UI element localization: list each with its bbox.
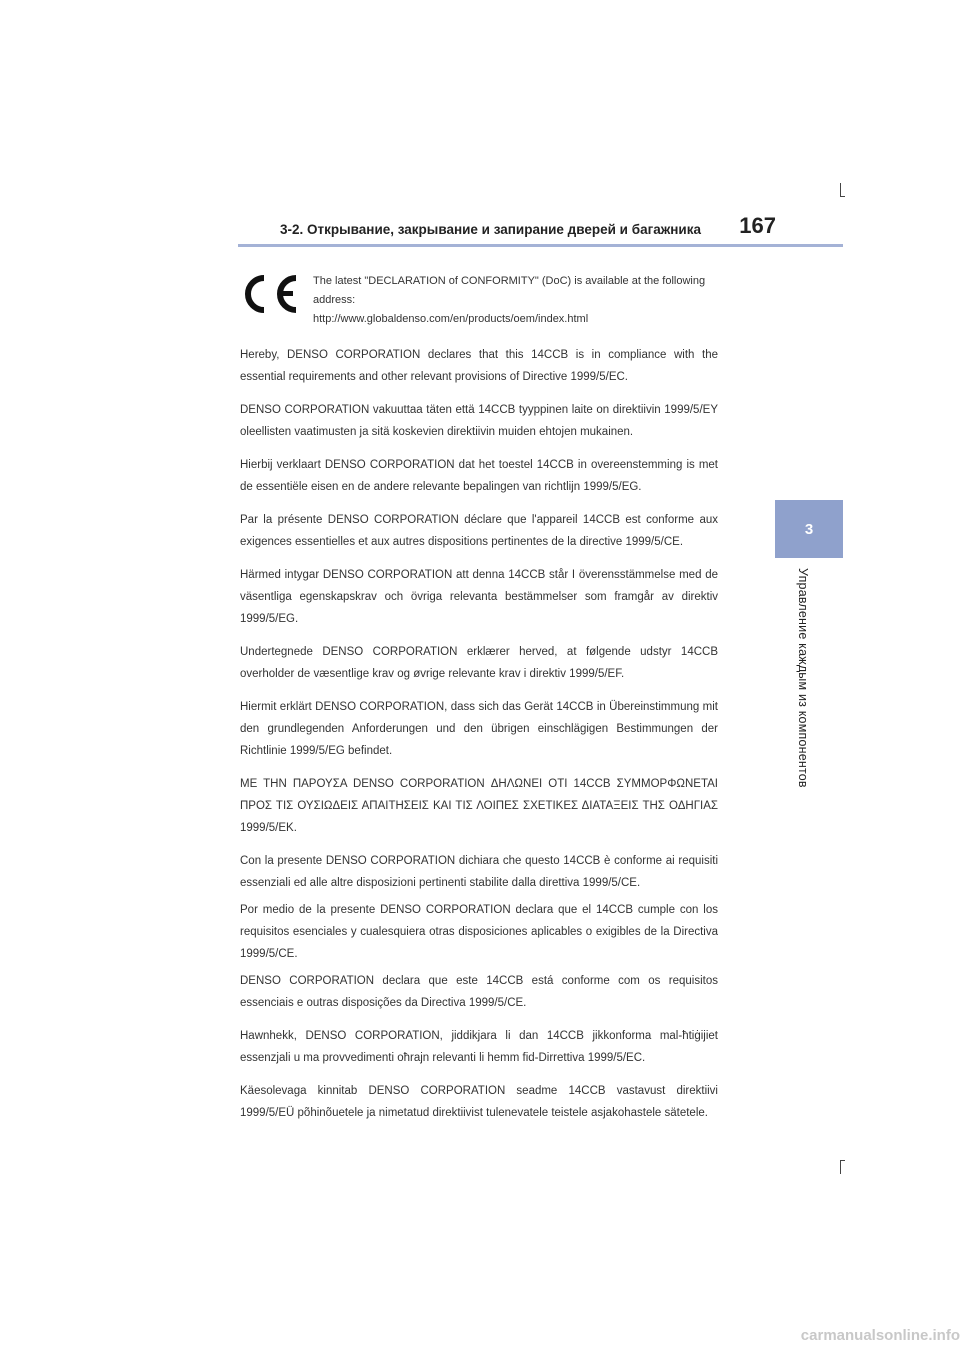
chapter-tab [775, 500, 843, 558]
declaration-paragraph-nl: Hierbij verklaart DENSO CORPORATION dat het toestel 14CCB in overeenstemming is met de essentiële eisen en de andere relevante bepalingen van richtlijn 1999/5/EG. [240, 459, 718, 493]
declarations-body [240, 344, 718, 1135]
section-header-title: 3-2. Открывание, закрывание и запирание дверей и багажника [280, 222, 701, 237]
crop-mark-top-foot [840, 196, 845, 197]
chapter-number: 3 [804, 520, 814, 538]
crop-mark-bottom [840, 1160, 841, 1174]
declaration-paragraph-sv: Härmed intygar DENSO CORPORATION att denna 14CCB står I överensstämmelse med de väsentliga egenskapskrav och övriga relevanta bestämmelser som framgår av direktiv 1999/5/EG. [240, 569, 718, 625]
ce-mark-icon [238, 272, 300, 316]
declaration-paragraph-el: ΜΕ ΤΗΝ ΠΑΡΟΥΣΑ DENSO CORPORATION ΔΗΛΩΝΕΙ ΟΤΙ 14CCB ΣΥΜΜΟΡΦΩΝΕΤΑΙ ΠΡΟΣ ΤΙΣ ΟΥΣΙΩΔΕΙΣ ΑΠΑΙΤΗΣΕΙΣ ΚΑΙ ΤΙΣ ΛΟΙΠΕΣ ΣΧΕΤΙΚΕΣ ΔΙΑΤΑΞΕΙΣ ΤΗΣ ΟΔΗΓΙΑΣ 1999/5/ΕΚ. [240, 778, 718, 834]
ce-notice-line: The latest "DECLARATION of CONFORMITY" (DoC) is available at the following [313, 275, 706, 287]
declaration-paragraph-it: Con la presente DENSO CORPORATION dichiara che questo 14CCB è conforme ai requisiti essenziali ed alle altre disposizioni pertinenti stabilite dalla direttiva 1999/5/CE. [240, 855, 718, 889]
ce-notice [313, 272, 723, 329]
ce-notice-url: http://www.globaldenso.com/en/products/oem/index.html [313, 313, 589, 325]
declaration-paragraph-et: Käesolevaga kinnitab DENSO CORPORATION seadme 14CCB vastavust direktiivi 1999/5/EÜ põhinõuetele ja nimetatud direktiivist tulenevatele teistele asjakohastele sätetele. [240, 1085, 718, 1119]
header-divider [238, 244, 843, 247]
declaration-paragraph-mt: Hawnhekk, DENSO CORPORATION, jiddikjara li dan 14CCB jikkonforma mal-ħtiġijiet essenzjali u ma provvedimenti oħrajn relevanti li hemm fid-Dirrettiva 1999/5/EC. [240, 1030, 718, 1064]
declaration-paragraph-de: Hiermit erklärt DENSO CORPORATION, dass sich das Gerät 14CCB in Übereinstimmung mit den grundlegenden Anforderungen und den übrigen einschlägigen Bestimmungen der Richtlinie 1999/5/EG befindet. [240, 701, 718, 757]
declaration-paragraph-da: Undertegnede DENSO CORPORATION erklærer herved, at følgende udstyr 14CCB overholder de væsentlige krav og øvrige relevante krav i direktiv 1999/5/EF. [240, 646, 718, 680]
ce-notice-line: address: [313, 294, 356, 306]
chapter-side-label: Управление каждым из компонентов [796, 568, 810, 788]
declaration-paragraph-es: Por medio de la presente DENSO CORPORATION declara que el 14CCB cumple con los requisitos esenciales y cualesquiera otras disposiciones aplicables o exigibles de la Directiva 1999/5/CE. [240, 904, 718, 960]
site-watermark: carmanualsonline.info [800, 1327, 960, 1344]
crop-mark-top [840, 183, 841, 197]
declaration-paragraph-fr: Par la présente DENSO CORPORATION déclare que l'appareil 14CCB est conforme aux exigences essentielles et aux autres dispositions pertinentes de la directive 1999/5/CE. [240, 514, 718, 548]
crop-mark-bottom-foot [840, 1160, 845, 1161]
page-number: 167 [739, 213, 776, 238]
declaration-paragraph-en: Hereby, DENSO CORPORATION declares that this 14CCB is in compliance with the essential requirements and other relevant provisions of Directive 1999/5/EC. [240, 349, 718, 383]
declaration-paragraph-fi: DENSO CORPORATION vakuuttaa täten että 14CCB tyyppinen laite on direktiivin 1999/5/EY oleellisten vaatimusten ja sitä koskevien direktiivin muiden ehtojen mukainen. [240, 404, 718, 438]
declaration-paragraph-pt: DENSO CORPORATION declara que este 14CCB está conforme com os requisitos essenciais e outras disposições da Directiva 1999/5/CE. [240, 975, 718, 1009]
